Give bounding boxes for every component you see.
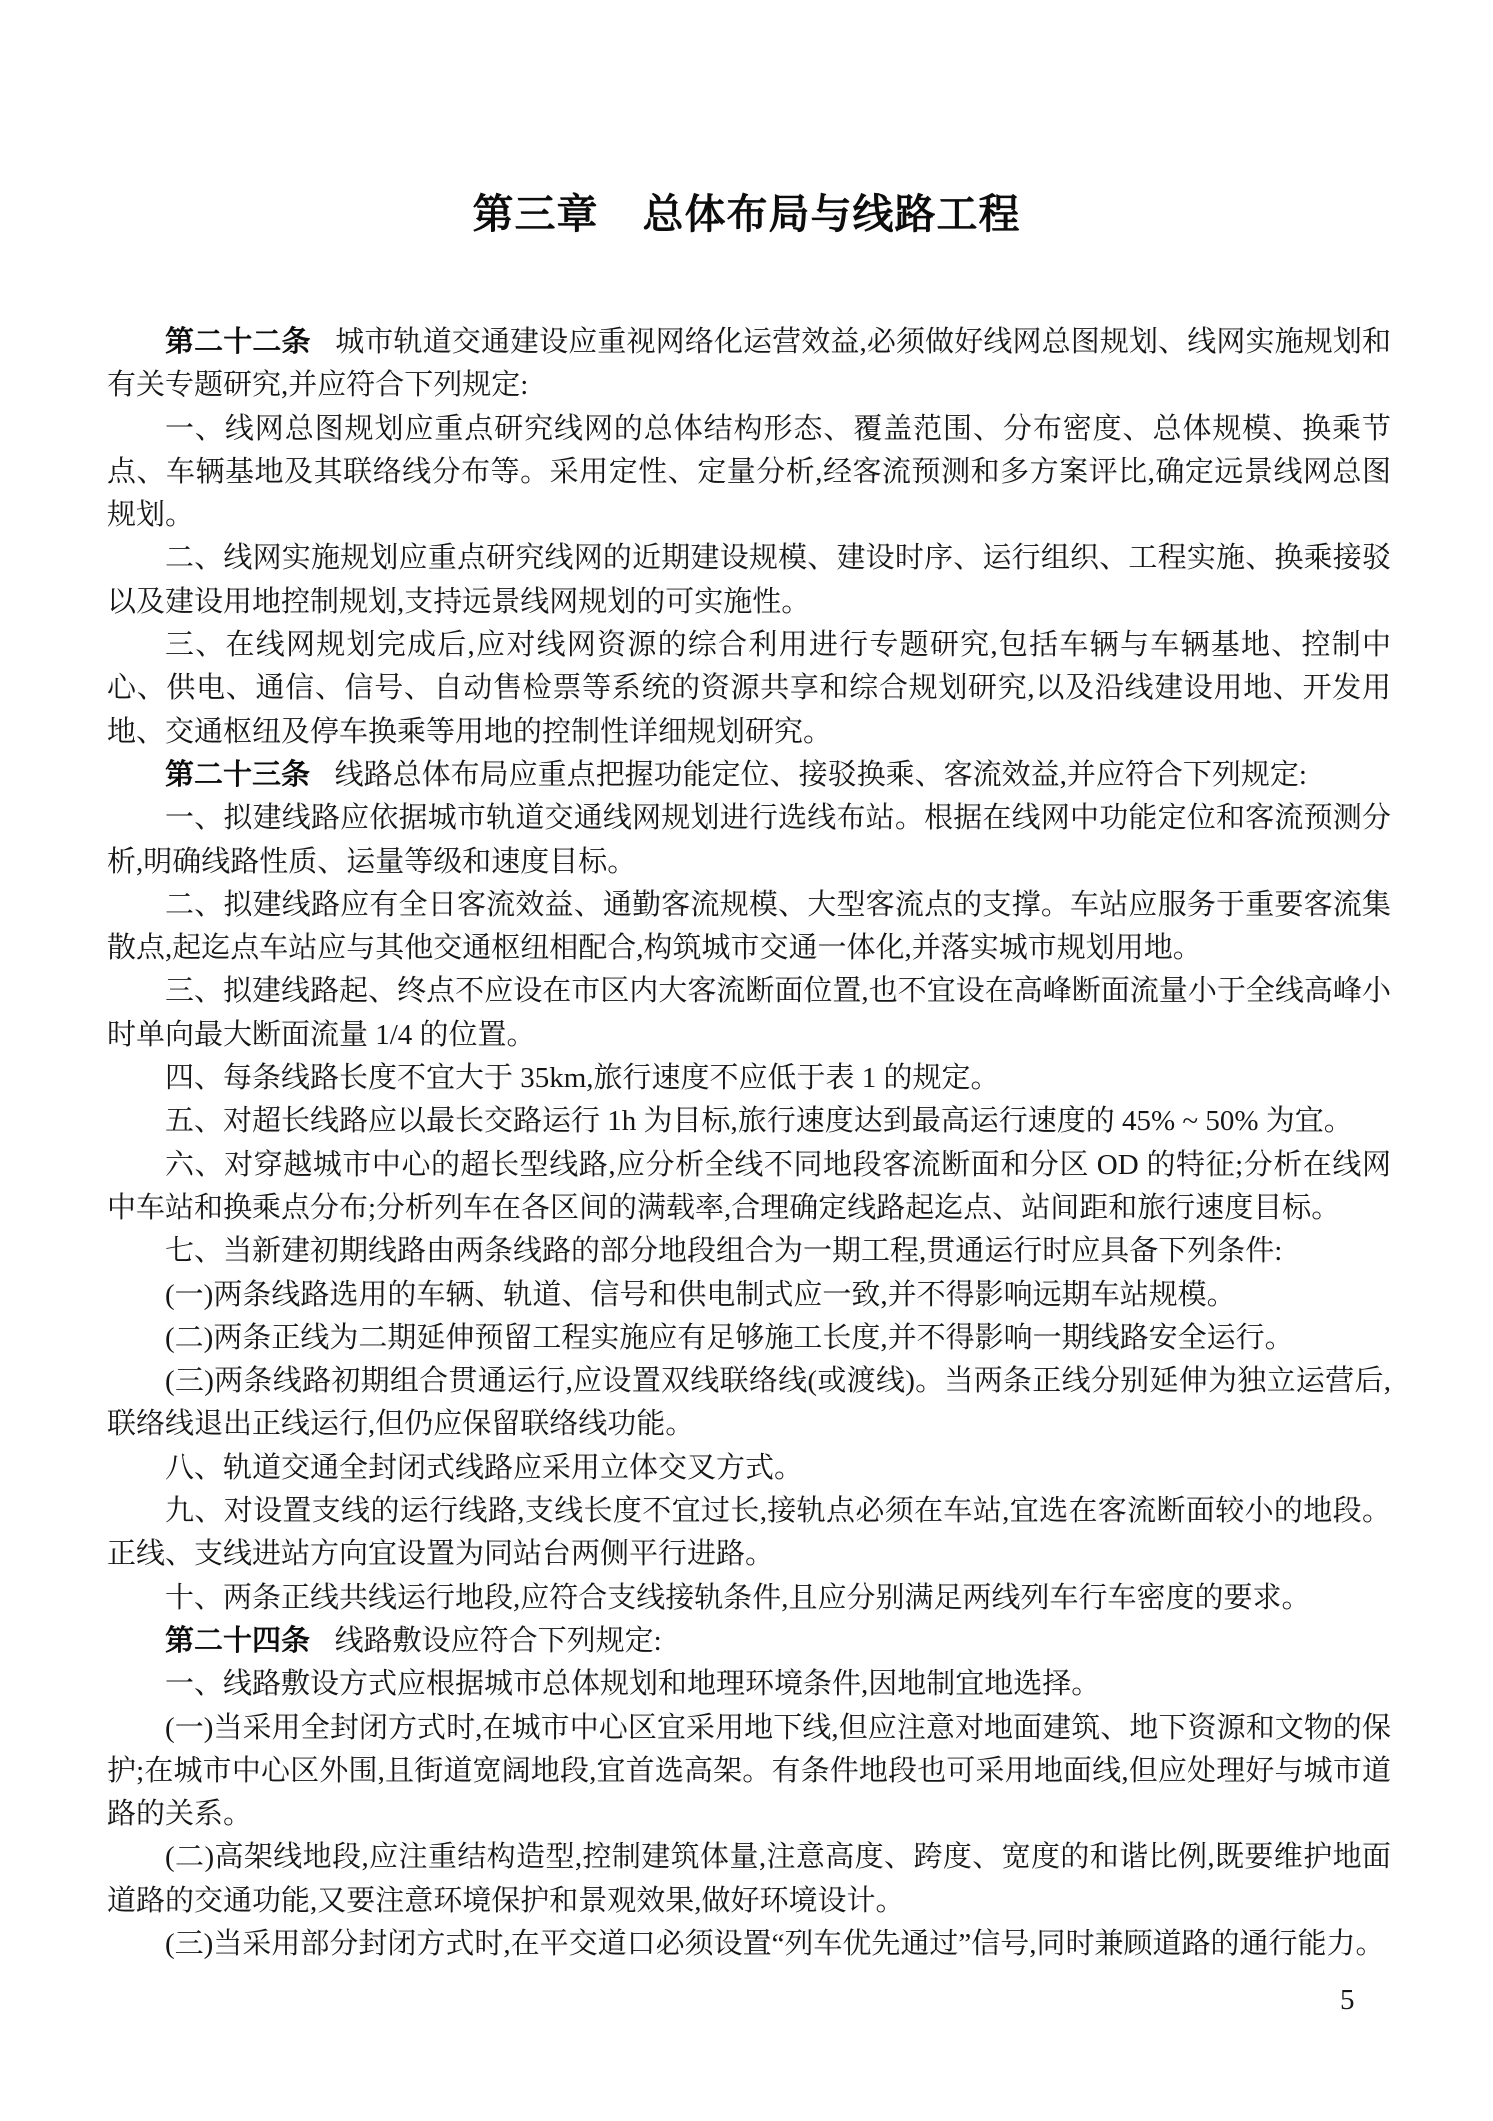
paragraph	[107, 1360, 1391, 1447]
paragraph	[107, 754, 1391, 797]
paragraph	[107, 884, 1391, 971]
paragraph-text: 四、每条线路长度不宜大于 35km,旅行速度不应低于表 1 的规定。	[165, 1062, 1000, 1095]
paragraph-text: 城市轨道交通建设应重视网络化运营效益,必须做好线网总图规划、线网实施规划和有关专题研究,并应符合下列规定:	[107, 326, 1391, 402]
paragraph-text: (一)当采用全封闭方式时,在城市中心区宜采用地下线,但应注意对地面建筑、地下资源和文物的保护;在城市中心区外围,且街道宽阔地段,宜首选高架。有条件地段也可采用地面线,但应处理好与城市道路的关系。	[107, 1711, 1391, 1831]
paragraph	[107, 1100, 1391, 1143]
paragraph-text: 一、线路敷设方式应根据城市总体规划和地理环境条件,因地制宜地选择。	[165, 1668, 1101, 1701]
paragraph-text: 八、轨道交通全封闭式线路应采用立体交叉方式。	[165, 1451, 804, 1484]
paragraph	[107, 1620, 1391, 1663]
paragraph	[107, 321, 1391, 408]
paragraph	[107, 1230, 1391, 1273]
paragraph-text: 六、对穿越城市中心的超长型线路,应分析全线不同地段客流断面和分区 OD 的特征;分析在线网中车站和换乘点分布;分析列车在各区间的满载率,合理确定线路起迄点、站间距和旅行速度目标。	[107, 1148, 1391, 1224]
paragraph	[107, 1663, 1391, 1706]
paragraph-text: 三、拟建线路起、终点不应设在市区内大客流断面位置,也不宜设在高峰断面流量小于全线高峰小时单向最大断面流量 1/4 的位置。	[107, 975, 1391, 1051]
paragraph	[107, 1317, 1391, 1360]
paragraph-text: 五、对超长线路应以最长交路运行 1h 为目标,旅行速度达到最高运行速度的 45% ~ 50% 为宜。	[165, 1105, 1353, 1138]
paragraph	[107, 970, 1391, 1057]
chapter-name: 总体布局与线路工程	[642, 191, 1021, 237]
paragraph-text: (三)两条线路初期组合贯通运行,应设置双线联络线(或渡线)。当两条正线分别延伸为独立运营后,联络线退出正线运行,但仍应保留联络线功能。	[107, 1365, 1391, 1441]
paragraph-text: 线路敷设应符合下列规定:	[334, 1624, 662, 1657]
paragraph-text: 线路总体布局应重点把握功能定位、接驳换乘、客流效益,并应符合下列规定:	[334, 758, 1307, 791]
paragraph	[107, 537, 1391, 624]
paragraph	[107, 1144, 1391, 1231]
document-body	[107, 321, 1391, 1966]
article-number: 第二十二条	[165, 326, 311, 358]
page-number: 5	[1340, 1984, 1355, 2016]
paragraph-text: 二、拟建线路应有全日客流效益、通勤客流规模、大型客流点的支撑。车站应服务于重要客流集散点,起迄点车站应与其他交通枢纽相配合,构筑城市交通一体化,并落实城市规划用地。	[107, 888, 1391, 965]
paragraph-text: (三)当采用部分封闭方式时,在平交道口必须设置“列车优先通过”信号,同时兼顾道路的通行能力。	[165, 1927, 1385, 1960]
paragraph	[107, 1577, 1391, 1620]
paragraph	[107, 1707, 1391, 1837]
paragraph-text: 十、两条正线共线运行地段,应符合支线接轨条件,且应分别满足两线列车行车密度的要求。	[165, 1581, 1311, 1614]
paragraph-text: 一、拟建线路应依据城市轨道交通线网规划进行选线布站。根据在线网中功能定位和客流预测分析,明确线路性质、运量等级和速度目标。	[107, 802, 1391, 878]
paragraph	[107, 1836, 1391, 1923]
paragraph	[107, 1490, 1391, 1577]
paragraph	[107, 1923, 1391, 1966]
paragraph	[107, 1274, 1391, 1317]
article-number: 第二十三条	[165, 758, 311, 791]
paragraph-text: 一、线网总图规划应重点研究线网的总体结构形态、覆盖范围、分布密度、总体规模、换乘节点、车辆基地及其联络线分布等。采用定性、定量分析,经客流预测和多方案评比,确定远景线网总图规划。	[107, 412, 1391, 532]
paragraph-text: (一)两条线路选用的车辆、轨道、信号和供电制式应一致,并不得影响远期车站规模。	[165, 1278, 1236, 1311]
paragraph-text: 二、线网实施规划应重点研究线网的近期建设规模、建设时序、运行组织、工程实施、换乘接驳以及建设用地控制规划,支持远景线网规划的可实施性。	[107, 542, 1391, 618]
paragraph	[107, 1057, 1391, 1100]
paragraph-text: (二)两条正线为二期延伸预留工程实施应有足够施工长度,并不得影响一期线路安全运行。	[165, 1321, 1294, 1354]
paragraph	[107, 1447, 1391, 1490]
paragraph	[107, 408, 1391, 538]
paragraph	[107, 624, 1391, 754]
paragraph-text: 三、在线网规划完成后,应对线网资源的综合利用进行专题研究,包括车辆与车辆基地、控制中心、供电、通信、信号、自动售检票等系统的资源共享和综合规划研究,以及沿线建设用地、开发用地、交通枢纽及停车换乘等用地的控制性详细规划研究。	[107, 629, 1391, 748]
paragraph-text: 九、对设置支线的运行线路,支线长度不宜过长,接轨点必须在车站,宜选在客流断面较小的地段。正线、支线进站方向宜设置为同站台两侧平行进路。	[107, 1495, 1391, 1571]
chapter-title	[0, 188, 1493, 240]
paragraph-text: (二)高架线地段,应注重结构造型,控制建筑体量,注意高度、跨度、宽度的和谐比例,既要维护地面道路的交通功能,又要注意环境保护和景观效果,做好环境设计。	[107, 1841, 1391, 1917]
paragraph	[107, 797, 1391, 884]
paragraph-text: 七、当新建初期线路由两条线路的部分地段组合为一期工程,贯通运行时应具备下列条件:	[165, 1235, 1283, 1268]
article-number: 第二十四条	[165, 1624, 311, 1657]
chapter-number: 第三章	[472, 191, 599, 237]
